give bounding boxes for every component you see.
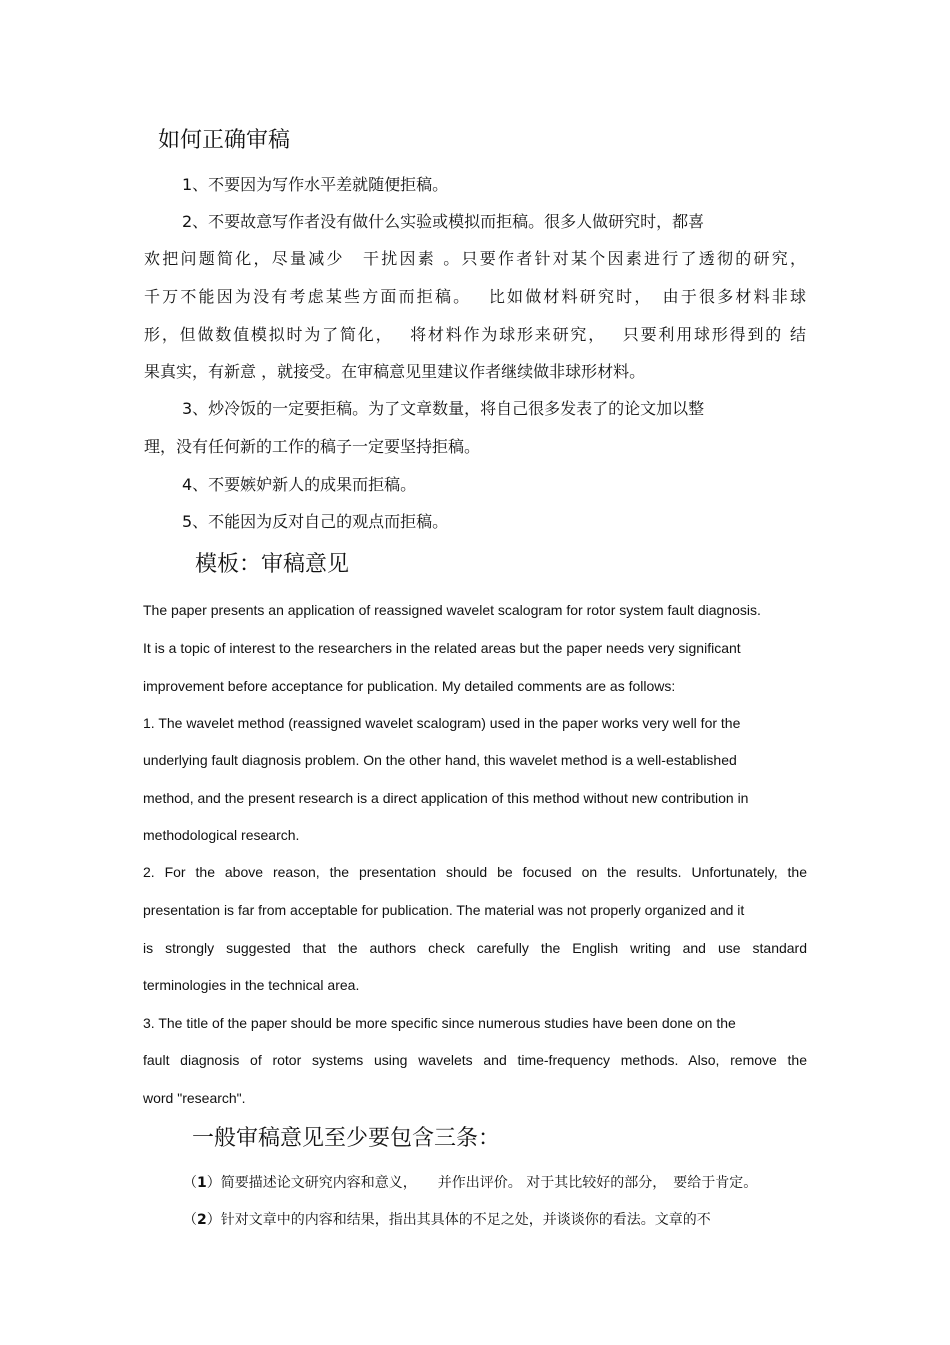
point-1-number: 1 [197, 1175, 207, 1191]
rule-item-5: 5、不能因为反对自己的观点而拒稿。 [182, 512, 449, 531]
comment-2-line-3: is strongly suggested that the authors check carefully the English writing and use standard [143, 940, 807, 956]
rule-item-2-line-2: 欢把问题简化，尽量减少 干扰因素 。只要作者针对某个因素进行了透彻的研究， [144, 249, 806, 268]
intro-line-3: improvement before acceptance for publication. My detailed comments are as follows: [143, 678, 676, 694]
point-1-text: 简要描述论文研究内容和意义， 并作出评价。 对于其比较好的部分， 要给于肯定。 [220, 1175, 758, 1191]
point-1: （1）简要描述论文研究内容和意义， 并作出评价。 对于其比较好的部分， 要给于肯定。 [183, 1175, 758, 1191]
comment-1-line-2: underlying fault diagnosis problem. On the other hand, this wavelet method is a well-established [143, 752, 737, 768]
point-2: （2）针对文章中的内容和结果，指出其具体的不足之处，并谈谈你的看法。文章的不 [183, 1212, 711, 1228]
rule-item-3-line-1: 3、炒冷饭的一定要拒稿。为了文章数量，将自己很多发表了的论文加以整 [182, 399, 705, 418]
rule-item-2-line-3: 千万不能因为没有考虑某些方面而拒稿。 比如做材料研究时， 由于很多材料非球 [144, 287, 806, 306]
section-title-review-template: 模板：审稿意见 [195, 552, 350, 577]
comment-3-line-2: fault diagnosis of rotor systems using wavelets and time-frequency methods. Also, remove the [143, 1052, 807, 1068]
comment-2-line-2: presentation is far from acceptable for publication. The material was not properly organized and it [143, 902, 745, 918]
rule-item-2-line-5: 果真实，有新意 ，就接受。在审稿意见里建议作者继续做非球形材料。 [144, 362, 646, 381]
point-2-text: 针对文章中的内容和结果，指出其具体的不足之处，并谈谈你的看法。文章的不 [220, 1212, 711, 1228]
intro-line-1: The paper presents an application of reassigned wavelet scalogram for rotor system fault diagnosis. [143, 602, 761, 618]
comment-1-line-4: methodological research. [143, 827, 300, 843]
comment-3-line-1: 3. The title of the paper should be more specific since numerous studies have been done on the [143, 1015, 736, 1031]
rule-item-4: 4、不要嫉妒新人的成果而拒稿。 [182, 475, 417, 494]
comment-2-line-4: terminologies in the technical area. [143, 977, 360, 993]
section-title-general-opinions: 一般审稿意见至少要包含三条： [192, 1126, 501, 1151]
comment-3-line-3: word "research". [143, 1090, 246, 1106]
comment-2-line-1: 2. For the above reason, the presentation should be focused on the results. Unfortunately, the [143, 864, 807, 880]
comment-1-line-1: 1. The wavelet method (reassigned wavelet scalogram) used in the paper works very well for the [143, 715, 741, 731]
rule-item-1: 1、不要因为写作水平差就随便拒稿。 [182, 175, 449, 194]
point-2-number: 2 [197, 1212, 207, 1228]
section-title-how-to-review: 如何正确审稿 [158, 128, 291, 153]
intro-line-2: It is a topic of interest to the researchers in the related areas but the paper needs very significant [143, 640, 741, 656]
comment-1-line-3: method, and the present research is a direct application of this method without new contribution in [143, 790, 749, 806]
rule-item-3-line-2: 理，没有任何新的工作的稿子一定要坚持拒稿。 [144, 437, 481, 456]
rule-item-2-line-4: 形，但做数值模拟时为了简化， 将材料作为球形来研究， 只要利用球形得到的 结 [144, 325, 806, 344]
rule-item-2-line-1: 2、不要故意写作者没有做什么实验或模拟而拒稿。很多人做研究时，都喜 [182, 212, 705, 231]
